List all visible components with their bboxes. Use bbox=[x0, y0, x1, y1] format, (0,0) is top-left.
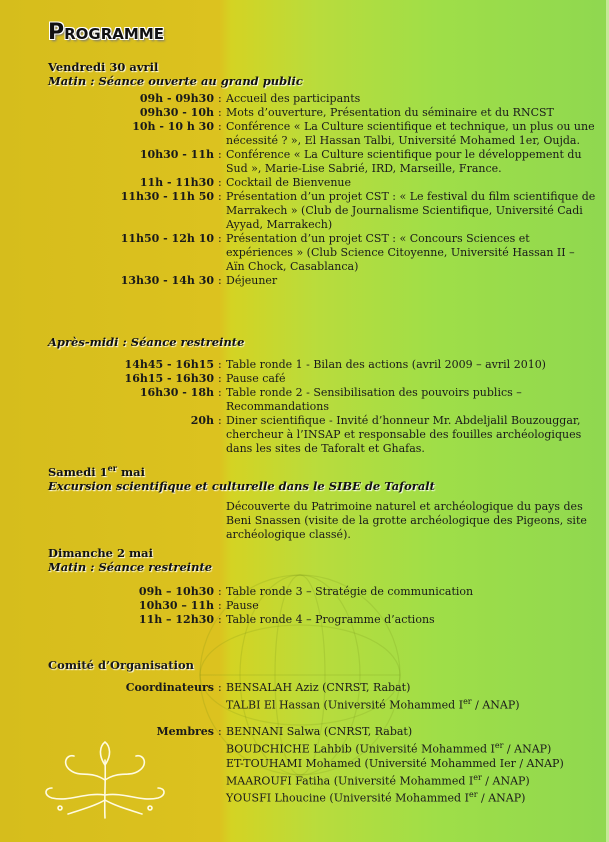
committee-sep: : bbox=[218, 725, 222, 738]
schedule-time: 14h45 - 16h15 bbox=[124, 358, 214, 371]
schedule-desc: Diner scientifique - Invité d’honneur Mr. Abdeljalil Bouzouggar, chercheur à l’INSAP et responsable des fouilles archéologiques dans les sites de Taforalt et Ghafas. bbox=[226, 414, 582, 455]
schedule-sep: : bbox=[218, 232, 222, 245]
page-title: Programme bbox=[48, 20, 164, 45]
member-sup: er bbox=[473, 772, 482, 782]
day1-afternoon-schedule bbox=[0, 358, 600, 456]
coordinator-row bbox=[0, 681, 600, 695]
day3-session: Matin : Séance restreinte bbox=[48, 560, 213, 574]
schedule-desc: Table ronde 3 – Stratégie de communication bbox=[226, 585, 474, 598]
schedule-row bbox=[0, 120, 600, 148]
day3-date: Dimanche 2 mai bbox=[48, 546, 153, 560]
schedule-row bbox=[0, 386, 600, 414]
day1-afternoon-header bbox=[48, 335, 244, 349]
member-name bbox=[226, 739, 596, 757]
empty-sep bbox=[218, 739, 226, 757]
schedule-desc: Mots d’ouverture, Présentation du séminaire et du RNCST bbox=[226, 106, 554, 119]
floral-ornament-icon bbox=[40, 740, 170, 820]
schedule-row bbox=[0, 414, 600, 456]
schedule-row bbox=[0, 500, 600, 542]
member-name bbox=[226, 771, 596, 789]
coordinators-list bbox=[0, 681, 600, 713]
schedule-desc: Table ronde 4 – Programme d’actions bbox=[226, 613, 435, 626]
member-name bbox=[226, 757, 596, 771]
schedule-row bbox=[0, 372, 600, 386]
day2-session: Excursion scientifique et culturelle dans le SIBE de Taforalt bbox=[48, 478, 435, 493]
member-text-post: / ANAP) bbox=[481, 774, 530, 788]
day2-date-suffix: mai bbox=[116, 464, 145, 479]
coordinator-name bbox=[226, 681, 596, 695]
member-sup: er bbox=[494, 741, 504, 750]
schedule-desc: Présentation d’un projet CST : « Le festival du film scientifique de Marrakech » (Club de Journalisme Scientifique, Université Cadi Ayyad, Marrakech) bbox=[226, 190, 596, 231]
day2-date-prefix: Samedi 1 bbox=[48, 464, 108, 479]
empty-sep bbox=[218, 788, 226, 806]
schedule-time: 11h30 - 11h 50 bbox=[120, 190, 214, 203]
committee-title: Comité d’Organisation bbox=[48, 658, 194, 672]
coordinators-label: Coordinateurs bbox=[125, 681, 214, 694]
member-text-post: / ANAP) bbox=[477, 791, 526, 805]
schedule-time: 09h – 10h30 bbox=[138, 585, 214, 598]
member-text: ET-TOUHAMI Mohamed (Université Mohammed Ier / ANAP) bbox=[226, 756, 564, 770]
coordinator-text: TALBI El Hassan (Université Mohammed I bbox=[226, 698, 464, 712]
empty-sep bbox=[218, 757, 226, 771]
coordinator-sup: er bbox=[463, 697, 472, 706]
schedule-row bbox=[0, 585, 600, 599]
schedule-time: 09h30 - 10h bbox=[139, 106, 214, 119]
schedule-row bbox=[0, 232, 600, 274]
schedule-row bbox=[0, 148, 600, 176]
coordinator-row bbox=[0, 695, 600, 713]
schedule-row bbox=[0, 176, 600, 190]
schedule-desc: Déjeuner bbox=[226, 274, 278, 287]
schedule-desc: Conférence « La Culture scientifique et technique, un plus ou une nécessité ? », El Hassan Talbi, Université Mohamed 1er, Oujda. bbox=[226, 120, 595, 147]
schedule-time: 09h - 09h30 bbox=[139, 92, 214, 105]
day2-header bbox=[48, 461, 435, 493]
committee-sep: : bbox=[218, 681, 222, 694]
empty-label bbox=[0, 695, 218, 713]
member-sup: er bbox=[468, 790, 478, 800]
schedule-time: 11h - 11h30 bbox=[139, 176, 214, 189]
schedule-desc: Cocktail de Bienvenue bbox=[226, 176, 352, 189]
schedule-desc: Accueil des participants bbox=[226, 92, 361, 105]
schedule-sep: : bbox=[218, 358, 222, 371]
schedule-sep bbox=[218, 500, 226, 542]
schedule-desc: Table ronde 1 - Bilan des actions (avril 2009 – avril 2010) bbox=[226, 358, 546, 371]
schedule-time: 10h - 10 h 30 bbox=[132, 120, 214, 133]
member-name bbox=[226, 725, 596, 739]
day2-date bbox=[48, 461, 435, 479]
schedule-sep: : bbox=[218, 176, 222, 189]
schedule-row bbox=[0, 190, 600, 232]
schedule-time: 16h30 - 18h bbox=[139, 386, 214, 399]
schedule-sep: : bbox=[218, 599, 222, 612]
day1-header bbox=[48, 60, 303, 88]
schedule-sep: : bbox=[218, 120, 222, 133]
day2-schedule bbox=[0, 500, 600, 542]
schedule-desc: Découverte du Patrimoine naturel et archéologique du pays des Beni Snassen (visite de la grotte archéologique des Pigeons, site archéologique classé). bbox=[226, 500, 587, 541]
member-text: BENNANI Salwa (CNRST, Rabat) bbox=[226, 725, 413, 738]
day1-afternoon-session: Après-midi : Séance restreinte bbox=[48, 335, 245, 349]
members-label: Membres bbox=[156, 725, 214, 738]
schedule-row bbox=[0, 599, 600, 613]
schedule-time: 13h30 - 14h 30 bbox=[120, 274, 214, 287]
schedule-sep: : bbox=[218, 148, 222, 161]
schedule-sep: : bbox=[218, 585, 222, 598]
schedule-time: 10h30 - 11h bbox=[139, 148, 214, 161]
schedule-sep: : bbox=[218, 613, 222, 626]
schedule-time: 16h15 - 16h30 bbox=[124, 372, 214, 385]
schedule-sep: : bbox=[218, 274, 222, 287]
member-text-post: / ANAP) bbox=[503, 742, 552, 756]
schedule-sep: : bbox=[218, 414, 222, 427]
schedule-desc: Conférence « La Culture scientifique pour le développement du Sud », Marie-Lise Sabrié, IRD, Marseille, France. bbox=[226, 148, 582, 175]
schedule-sep: : bbox=[218, 106, 222, 119]
day1-morning-session: Matin : Séance ouverte au grand public bbox=[48, 74, 303, 88]
member-text: BOUDCHICHE Lahbib (Université Mohammed I bbox=[226, 742, 495, 756]
schedule-sep: : bbox=[218, 386, 222, 399]
schedule-time: 11h50 - 12h 10 bbox=[120, 232, 214, 245]
member-text: MAAROUFI Fatiha (Université Mohammed I bbox=[226, 774, 474, 788]
schedule-row bbox=[0, 106, 600, 120]
schedule-sep: : bbox=[218, 190, 222, 203]
schedule-sep: : bbox=[218, 372, 222, 385]
schedule-time: 11h – 12h30 bbox=[138, 613, 214, 626]
schedule-sep: : bbox=[218, 92, 222, 105]
schedule-desc: Pause bbox=[226, 599, 259, 612]
member-text: YOUSFI Lhoucine (Université Mohammed I bbox=[226, 791, 469, 805]
day3-header bbox=[48, 546, 212, 574]
day3-schedule bbox=[0, 585, 600, 627]
coordinator-text-post: / ANAP) bbox=[471, 698, 520, 712]
schedule-row bbox=[0, 274, 600, 288]
schedule-row bbox=[0, 358, 600, 372]
day2-date-sup: er bbox=[107, 463, 117, 473]
schedule-desc: Table ronde 2 - Sensibilisation des pouvoirs publics – Recommandations bbox=[226, 386, 522, 413]
schedule-time bbox=[0, 500, 218, 542]
schedule-time: 10h30 – 11h bbox=[138, 599, 214, 612]
member-name bbox=[226, 788, 596, 806]
empty-sep bbox=[218, 695, 226, 713]
schedule-time: 20h bbox=[190, 414, 214, 427]
day1-morning-schedule bbox=[0, 92, 600, 288]
schedule-desc: Présentation d’un projet CST : « Concours Sciences et expériences » (Club Science Citoyenne, Université Hassan II – Aïn Chock, Casablanca) bbox=[226, 232, 575, 273]
member-row bbox=[0, 725, 600, 739]
schedule-desc: Pause café bbox=[226, 372, 286, 385]
coordinator-text: BENSALAH Aziz (CNRST, Rabat) bbox=[226, 681, 411, 694]
schedule-row bbox=[0, 613, 600, 627]
day1-date: Vendredi 30 avril bbox=[48, 60, 159, 74]
empty-sep bbox=[218, 771, 226, 789]
schedule-row bbox=[0, 92, 600, 106]
coordinator-name bbox=[226, 695, 596, 713]
